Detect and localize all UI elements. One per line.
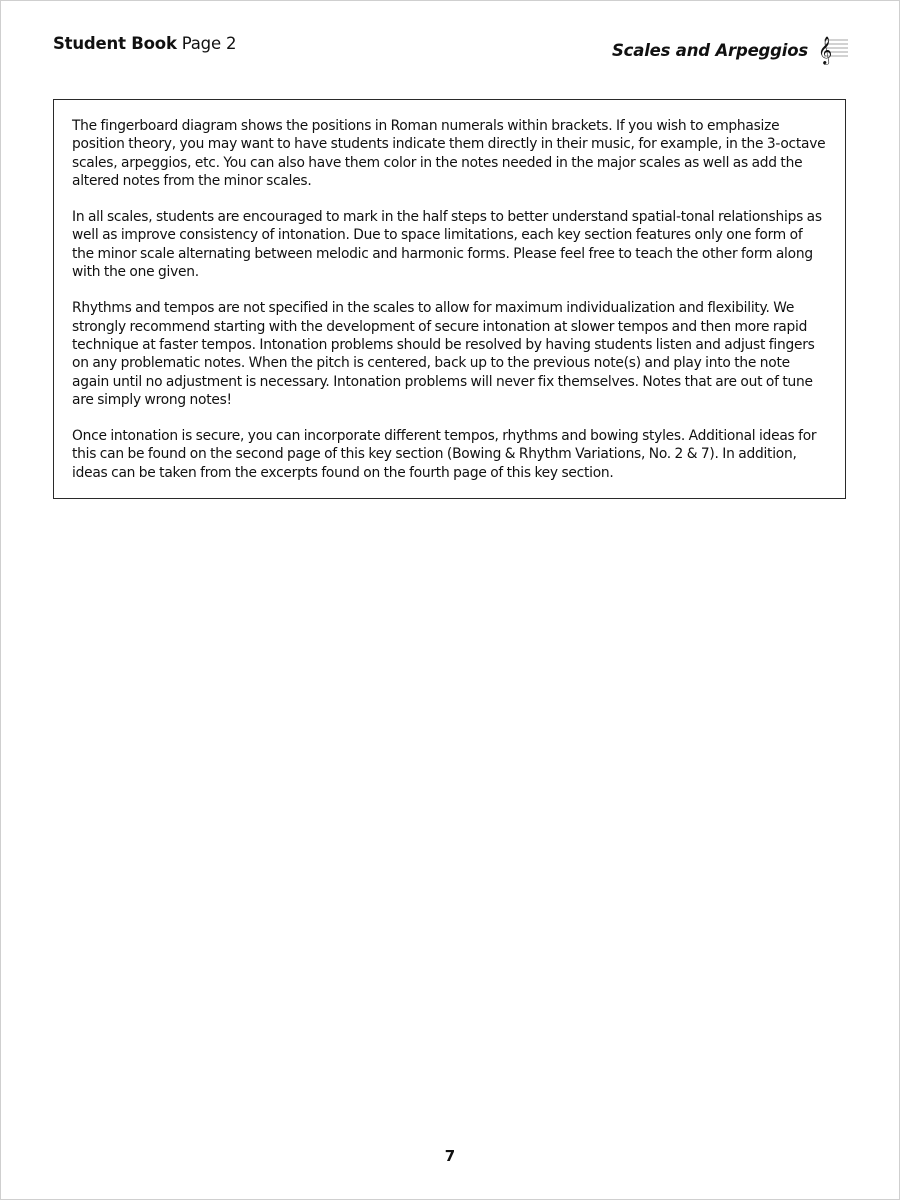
paragraph-intonation-secure: Once intonation is secure, you can incorporate different tempos, rhythms and bowing styles. Additional ideas for this can be found on the second page of this key section (Bowing & Rhythm Variations, No. 2 & 7). In addition, ideas can be taken from the excerpts found on the fourth page of this key section.: [72, 428, 817, 481]
paragraph-fingerboard: The fingerboard diagram shows the positions in Roman numerals within brackets. If you wish to emphasize position theory, you may want to have students indicate them directly in their music, for example, in the 3-octave scales, arpeggios, etc. You can also have them color in the notes needed in the major scales as well as add the altered notes from the minor scales.: [72, 118, 826, 189]
svg-text:𝄞: 𝄞: [818, 36, 833, 64]
book-page-label: Page 2: [181, 34, 237, 53]
paragraph-half-steps: In all scales, students are encouraged to mark in the half steps to better understand spatial-tonal relationships as well as improve consistency of intonation. Due to space limitations, each key section features only one form of the minor scale alternating between melodic and harmonic forms. Please feel free to teach the other form along with the one given.: [72, 209, 822, 281]
page-number: 7: [444, 1147, 456, 1165]
treble-clef-staff-icon: [818, 30, 848, 66]
instruction-box: [53, 99, 846, 499]
section-title: Scales and Arpeggios: [612, 40, 808, 60]
header-book-label: [53, 34, 236, 53]
book-title: Student Book: [53, 34, 177, 53]
header-section: [612, 30, 848, 66]
page-header: [53, 30, 848, 62]
paragraph-rhythms-tempos: Rhythms and tempos are not specified in the scales to allow for maximum individualization and flexibility. We strongly recommend starting with the development of secure intonation at slower tempos and then more rapid technique at faster tempos. Intonation problems should be resolved by having students listen and adjust fingers on any problematic notes. When the pitch is centered, back up to the previous note(s) and play into the note again until no adjustment is necessary. Intonation problems will never fix themselves. Notes that are out of tune are simply wrong notes!: [72, 300, 815, 408]
